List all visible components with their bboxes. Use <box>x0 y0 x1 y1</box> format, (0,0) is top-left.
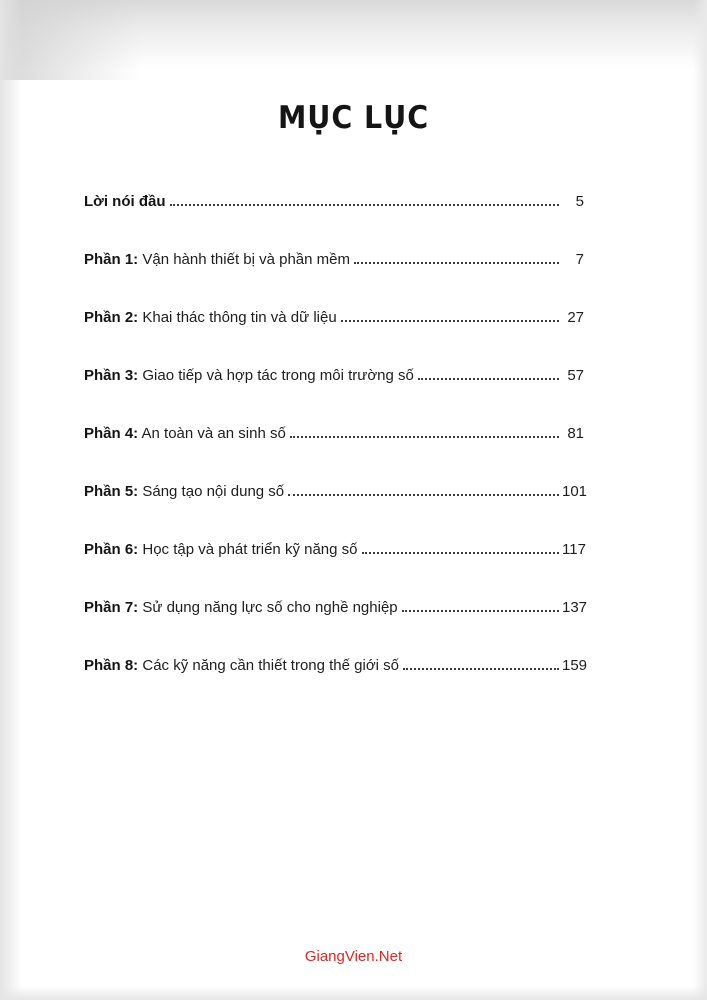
toc-entry-part-2[interactable] <box>84 268 584 326</box>
toc-entry-text <box>84 193 166 210</box>
toc-entry-part-4[interactable] <box>84 384 584 442</box>
scan-shadow-left <box>0 0 22 1000</box>
toc-entry-label: Phần 7: <box>84 599 139 616</box>
toc-entry-title: Sáng tạo nội dung số <box>142 483 285 500</box>
toc-entry-text <box>84 251 350 268</box>
dot-leader <box>290 436 559 438</box>
dot-leader <box>341 320 559 322</box>
toc-entry-title: Học tập và phát triển kỹ năng số <box>142 541 358 558</box>
toc-page-number: 101 <box>562 483 588 500</box>
toc-page-number: 137 <box>562 599 588 616</box>
table-of-contents <box>84 188 588 674</box>
dot-leader <box>170 204 560 206</box>
toc-entry-text <box>84 599 398 616</box>
toc-entry-text <box>84 657 399 674</box>
dot-leader <box>354 262 559 264</box>
toc-entry-text <box>84 541 358 558</box>
toc-page-number: 27 <box>567 309 584 326</box>
page-title: MỤC LỤC <box>277 100 430 136</box>
scan-shadow-right <box>693 0 707 1000</box>
toc-entry-part-3[interactable] <box>84 326 584 384</box>
toc-entry-label: Phần 2: <box>84 309 139 326</box>
toc-page-number: 159 <box>562 657 588 674</box>
toc-entry-part-6[interactable] <box>84 500 584 558</box>
dot-leader <box>418 378 559 380</box>
toc-page-number: 5 <box>575 193 584 210</box>
toc-entry-preface[interactable] <box>84 188 584 210</box>
toc-entry-title: Sử dụng năng lực số cho nghề nghiệp <box>142 599 398 616</box>
toc-page-number: 81 <box>567 425 584 442</box>
toc-entry-text <box>84 367 414 384</box>
toc-entry-part-7[interactable] <box>84 558 588 616</box>
toc-page-number: 117 <box>562 541 586 558</box>
toc-entry-text <box>84 483 284 500</box>
toc-entry-label: Phần 5: <box>84 483 139 500</box>
toc-entry-label: Phần 6: <box>84 541 139 558</box>
toc-entry-text <box>84 425 286 442</box>
toc-entry-title: Khai thác thông tin và dữ liệu <box>142 309 337 326</box>
toc-entry-label: Phần 1: <box>84 251 139 268</box>
watermark-link[interactable]: GiangVien.Net <box>304 948 403 965</box>
toc-entry-label: Phần 8: <box>84 657 139 674</box>
dot-leader <box>362 552 560 554</box>
toc-entry-label: Phần 4: <box>84 425 139 442</box>
toc-page-number: 7 <box>575 251 584 268</box>
toc-entry-text <box>84 309 337 326</box>
toc-entry-title: Các kỹ năng cần thiết trong thế giới số <box>142 657 400 674</box>
dot-leader <box>402 610 559 612</box>
dot-leader <box>403 668 559 670</box>
toc-entry-part-8[interactable] <box>84 616 588 674</box>
dot-leader <box>288 494 559 496</box>
toc-page-number: 57 <box>567 367 584 384</box>
toc-entry-title: Giao tiếp và hợp tác trong môi trường số <box>142 367 414 384</box>
toc-entry-label: Lời nói đầu <box>84 193 166 210</box>
toc-entry-part-5[interactable] <box>84 442 588 500</box>
toc-entry-label: Phần 3: <box>84 367 139 384</box>
toc-entry-title: An toàn và an sinh số <box>141 425 286 442</box>
toc-entry-part-1[interactable] <box>84 210 584 268</box>
toc-entry-title: Vận hành thiết bị và phần mềm <box>142 251 350 268</box>
scan-shadow-bottom <box>0 986 707 1000</box>
